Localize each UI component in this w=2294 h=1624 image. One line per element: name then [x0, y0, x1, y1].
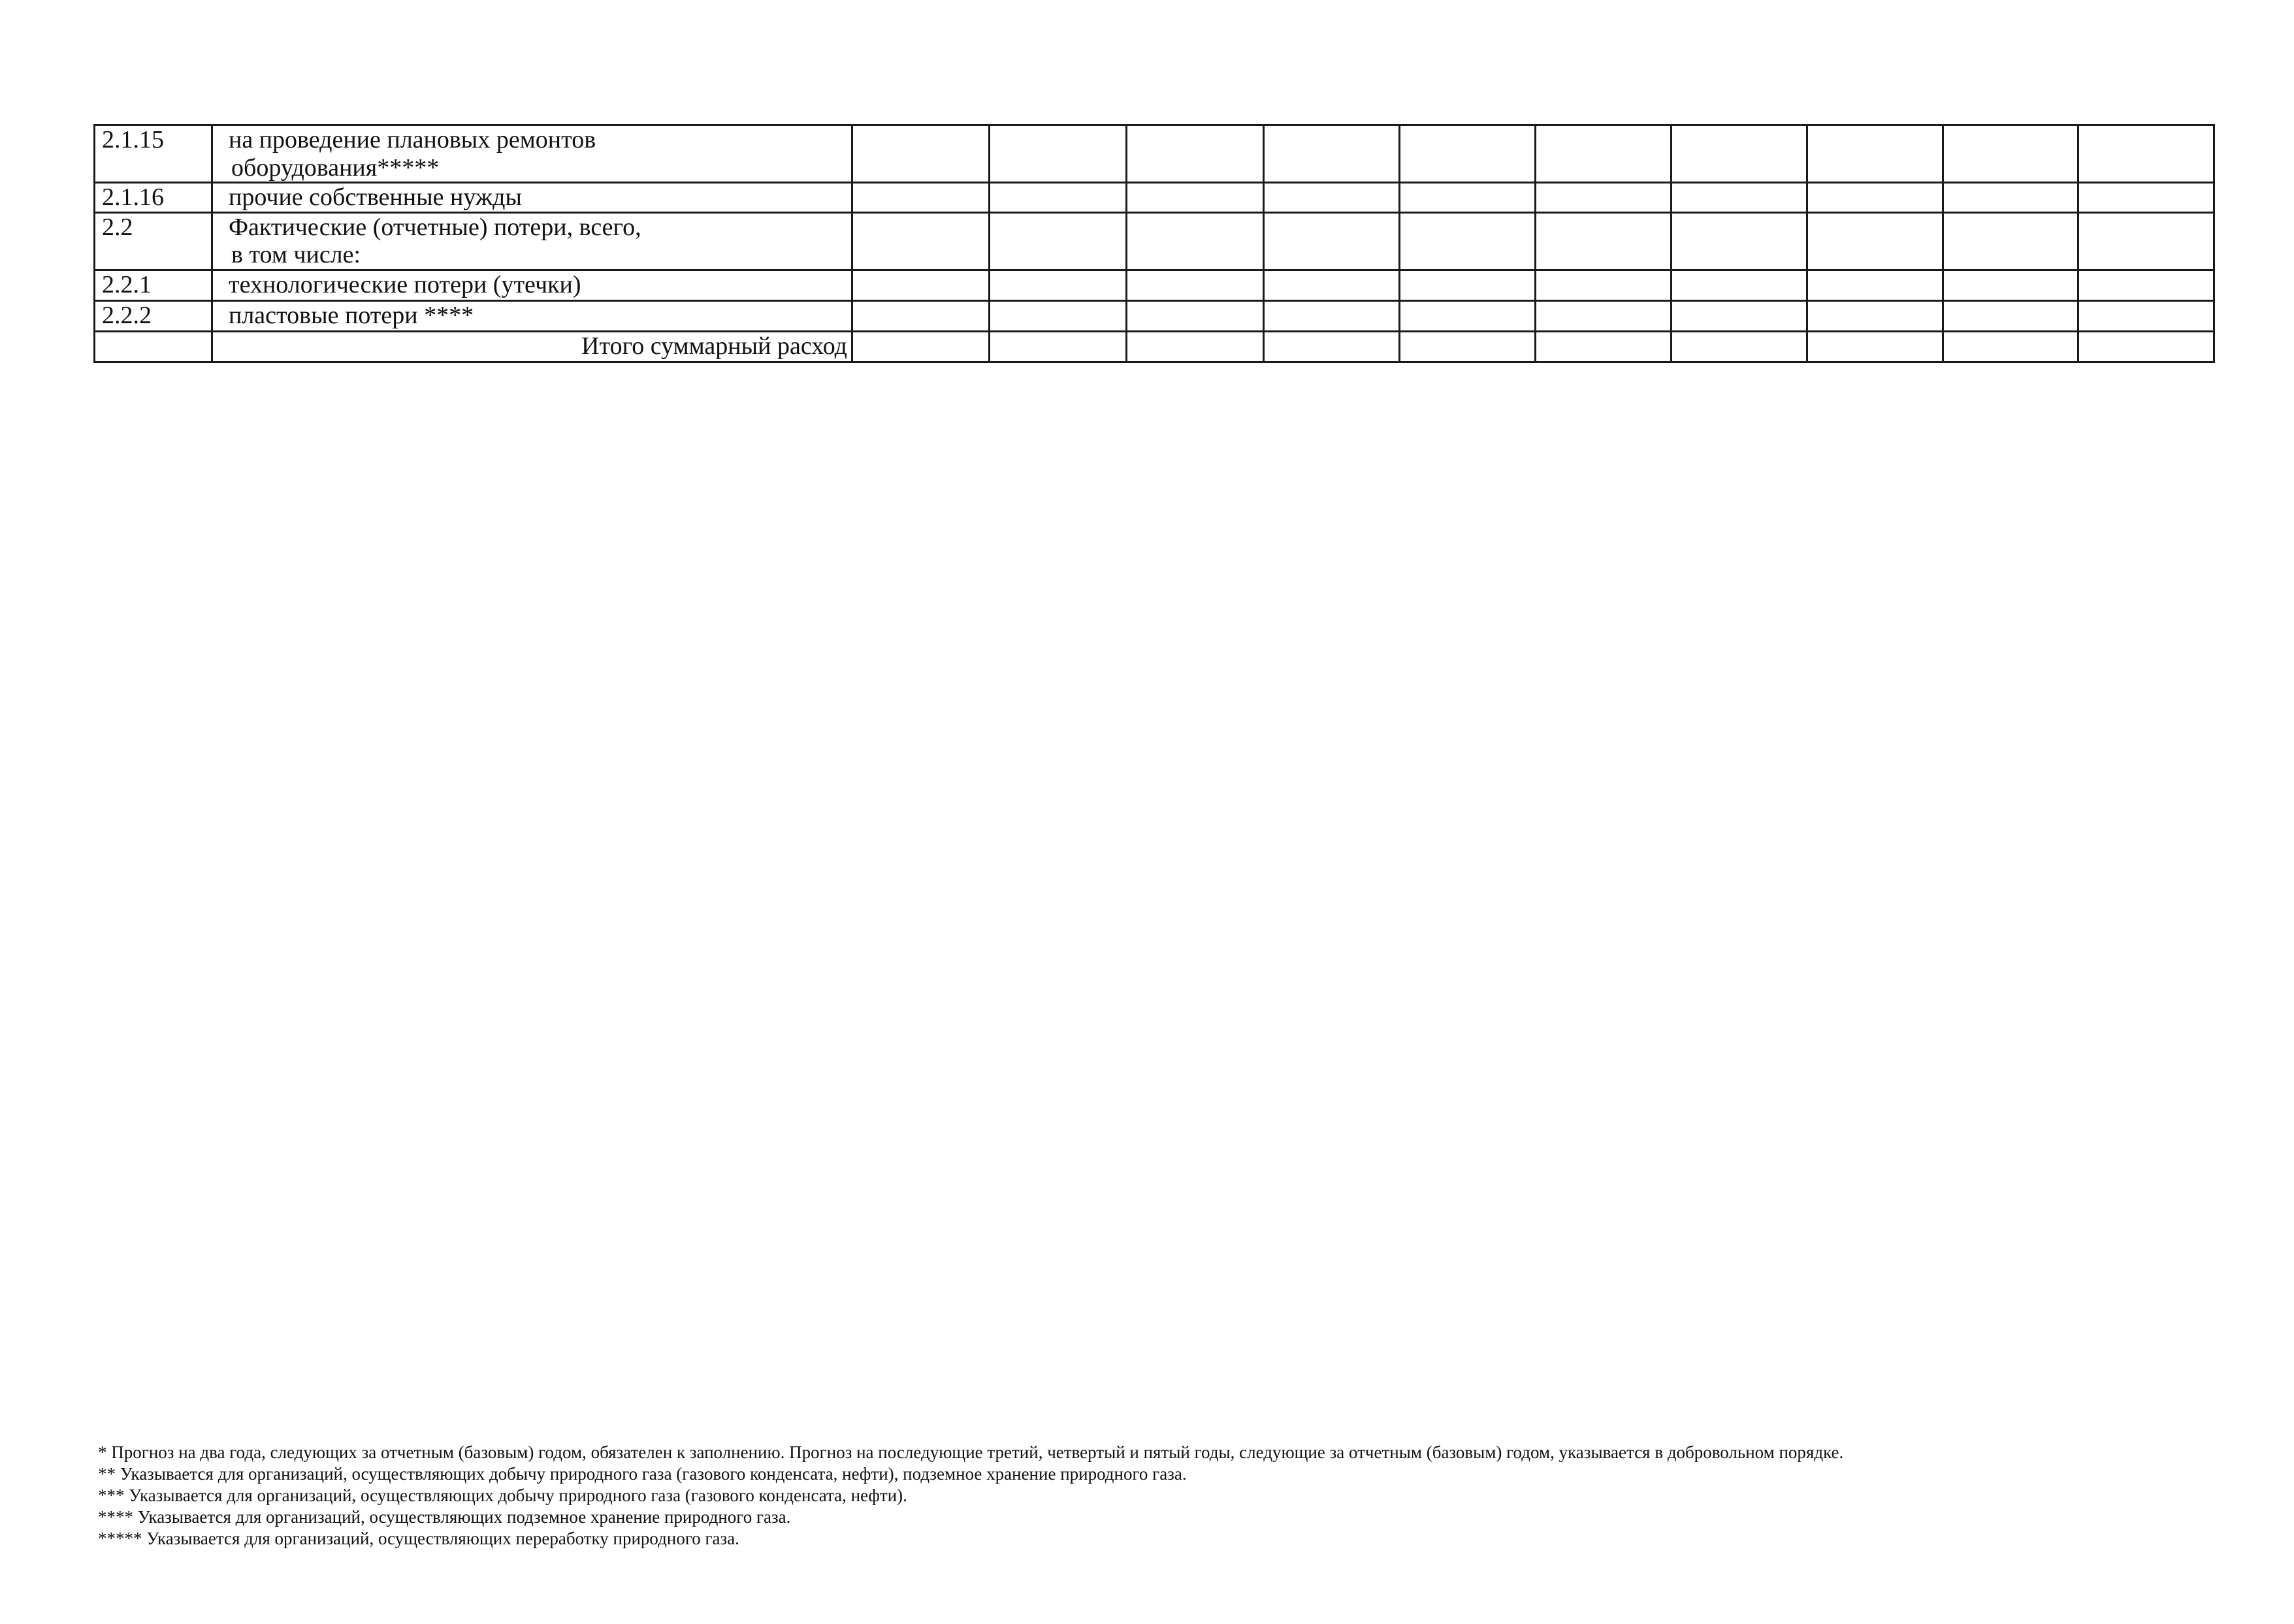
value-cell — [1127, 212, 1264, 270]
value-cell — [1943, 212, 2078, 270]
gas-balance-table — [93, 124, 2215, 363]
value-cell — [1943, 300, 2078, 331]
value-cell — [1264, 300, 1400, 331]
value-cell — [1807, 125, 1943, 183]
value-cell — [852, 183, 990, 213]
value-cell — [1400, 212, 1536, 270]
value-cell — [990, 212, 1127, 270]
row-name: технологические потери (утечки) — [212, 270, 852, 300]
value-cell — [1807, 300, 1943, 331]
table-row — [95, 212, 2214, 270]
value-cell — [990, 125, 1127, 183]
table-row — [95, 183, 2214, 213]
value-cell — [1127, 183, 1264, 213]
row-name-line2: оборудования***** — [231, 153, 440, 182]
row-code: 2.1.15 — [95, 125, 212, 183]
value-cell — [1807, 183, 1943, 213]
value-cell — [2078, 183, 2214, 213]
value-cell — [990, 270, 1127, 300]
value-cell — [1672, 331, 1807, 362]
value-cell — [1264, 270, 1400, 300]
row-name-line2: в том числе: — [231, 241, 361, 269]
value-cell — [1264, 331, 1400, 362]
table-row — [95, 270, 2214, 300]
value-cell — [852, 300, 990, 331]
value-cell — [1400, 183, 1536, 213]
value-cell — [1264, 125, 1400, 183]
value-cell — [1672, 183, 1807, 213]
table-row — [95, 125, 2214, 183]
value-cell — [1264, 183, 1400, 213]
value-cell — [1536, 300, 1672, 331]
value-cell — [2078, 331, 2214, 362]
row-code: 2.2.1 — [95, 270, 212, 300]
value-cell — [1400, 125, 1536, 183]
row-code-empty — [95, 331, 212, 362]
value-cell — [1536, 212, 1672, 270]
value-cell — [1536, 183, 1672, 213]
row-code: 2.2.2 — [95, 300, 212, 331]
row-code: 2.2 — [95, 212, 212, 270]
value-cell — [1672, 125, 1807, 183]
value-cell — [990, 331, 1127, 362]
footnote-4: **** Указывается для организаций, осуществляющих подземное хранение природного газа. — [98, 1507, 791, 1527]
value-cell — [1943, 183, 2078, 213]
footnote-5: ***** Указывается для организаций, осуществляющих переработку природного газа. — [98, 1529, 739, 1548]
value-cell — [1536, 270, 1672, 300]
value-cell — [990, 183, 1127, 213]
value-cell — [852, 125, 990, 183]
value-cell — [1400, 300, 1536, 331]
footnotes — [98, 1442, 2214, 1550]
total-label: Итого суммарный расход — [212, 331, 852, 362]
value-cell — [2078, 270, 2214, 300]
row-name: пластовые потери **** — [212, 300, 852, 331]
row-name — [212, 212, 852, 270]
value-cell — [1943, 125, 2078, 183]
value-cell — [1127, 125, 1264, 183]
value-cell — [1127, 331, 1264, 362]
value-cell — [1807, 212, 1943, 270]
value-cell — [1672, 270, 1807, 300]
footnote-2: ** Указывается для организаций, осуществляющих добычу природного газа (газового конденсата, нефти), подземное хранение природного газа. — [98, 1464, 1187, 1484]
value-cell — [1807, 270, 1943, 300]
value-cell — [1127, 270, 1264, 300]
value-cell — [1400, 270, 1536, 300]
value-cell — [1127, 300, 1264, 331]
table-row — [95, 300, 2214, 331]
value-cell — [1943, 331, 2078, 362]
row-name — [212, 125, 852, 183]
row-name: прочие собственные нужды — [212, 183, 852, 213]
footnote-3: *** Указывается для организаций, осуществляющих добычу природного газа (газового конденсата, нефти). — [98, 1486, 907, 1505]
value-cell — [990, 300, 1127, 331]
value-cell — [852, 331, 990, 362]
value-cell — [1536, 125, 1672, 183]
value-cell — [1672, 212, 1807, 270]
value-cell — [2078, 300, 2214, 331]
value-cell — [1536, 331, 1672, 362]
value-cell — [852, 270, 990, 300]
value-cell — [1264, 212, 1400, 270]
value-cell — [2078, 125, 2214, 183]
value-cell — [2078, 212, 2214, 270]
value-cell — [1672, 300, 1807, 331]
value-cell — [1943, 270, 2078, 300]
value-cell — [1400, 331, 1536, 362]
value-cell — [1807, 331, 1943, 362]
table-row-total — [95, 331, 2214, 362]
value-cell — [852, 212, 990, 270]
row-code: 2.1.16 — [95, 183, 212, 213]
row-name-line1: Фактические (отчетные) потери, всего, — [229, 213, 641, 241]
row-name-line1: на проведение плановых ремонтов — [229, 126, 596, 153]
footnote-1: * Прогноз на два года, следующих за отчетным (базовым) годом, обязателен к заполнению. Прогноз на последующие третий, четвертый и пятый годы, следующие за отчетным (базовым) годом, указывается в добровольном порядке. — [98, 1442, 1844, 1462]
